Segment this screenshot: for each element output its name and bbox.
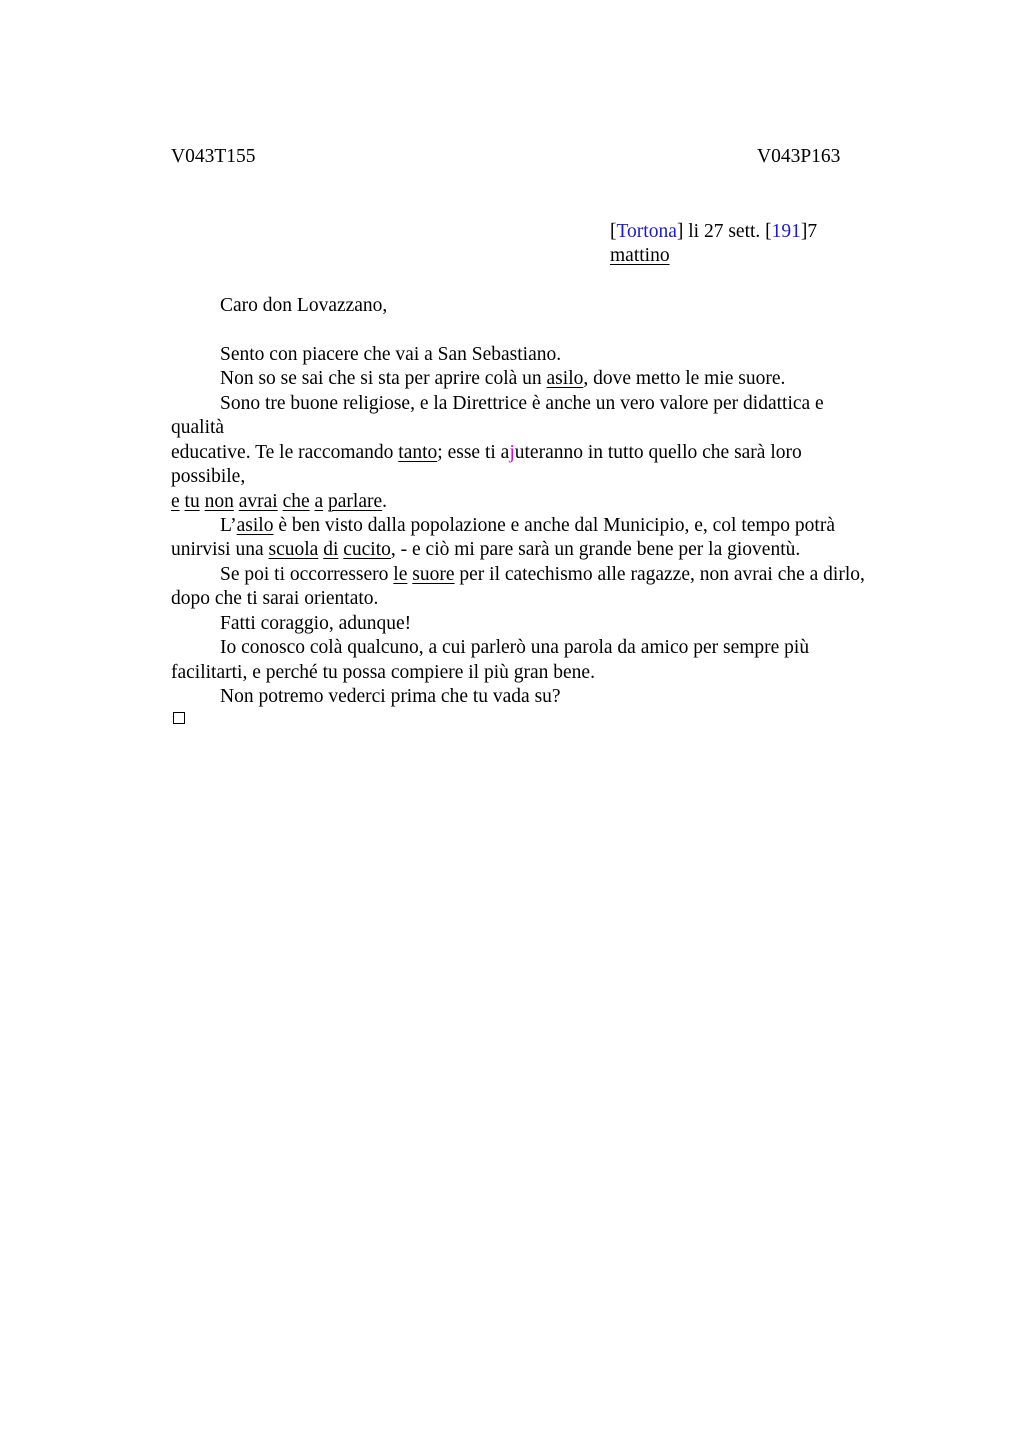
year-suffix: ]7: [800, 221, 818, 242]
text-line: L’asilo è ben visto dalla popolazione e anche dal Municipio, e, col tempo potrà: [220, 515, 835, 536]
underlined-word: tanto: [398, 442, 438, 463]
text-line: Se poi ti occorressero le suore per il catechismo alle ragazze, non avrai che a dirlo,: [220, 564, 865, 585]
correction-letter: j: [509, 442, 515, 463]
text-line: Io conosco colà qualcuno, a cui parlerò una parola da amico per sempre più: [220, 637, 810, 658]
document-code-right: V043P163: [757, 146, 841, 167]
underlined-word: asilo: [546, 368, 584, 389]
text-line: dopo che ti sarai orientato.: [171, 588, 379, 609]
text-line: Non potremo vederci prima che tu vada su?: [220, 686, 561, 707]
text-line: educative. Te le raccomando tanto; esse ti ajuteranno in tutto quello che sarà loro: [171, 442, 802, 463]
year-prefix: 191: [771, 221, 801, 242]
date-text: ] li 27 sett. [: [676, 221, 772, 242]
document-code-left: V043T155: [171, 146, 256, 167]
text-line: possibile,: [171, 466, 246, 487]
dateline: [610, 221, 817, 243]
text-line: unirvisi una scuola di cucito, - e ciò mi pare sarà un grande bene per la gioventù.: [171, 539, 801, 560]
salutation: Caro don Lovazzano,: [220, 295, 388, 316]
place-name: Tortona: [616, 221, 677, 242]
text-line: Fatti coraggio, adunque!: [220, 613, 412, 634]
text-line: facilitarti, e perché tu possa compiere il più gran bene.: [171, 662, 595, 683]
text-line: Sono tre buone religiose, e la Direttrice è anche un vero valore per didattica e: [220, 393, 824, 414]
text-line: Sento con piacere che vai a San Sebastiano.: [220, 344, 562, 365]
text-line: Non so se sai che si sta per aprire colà un asilo, dove metto le mie suore.: [220, 368, 786, 389]
underlined-word: asilo: [236, 515, 274, 536]
text-line: qualità: [171, 417, 225, 438]
checkbox-placeholder-icon: [173, 712, 185, 724]
dateline-time: mattino: [610, 245, 670, 266]
text-line: e tu non avrai che a parlare.: [171, 491, 388, 512]
bracket: [: [610, 221, 617, 242]
